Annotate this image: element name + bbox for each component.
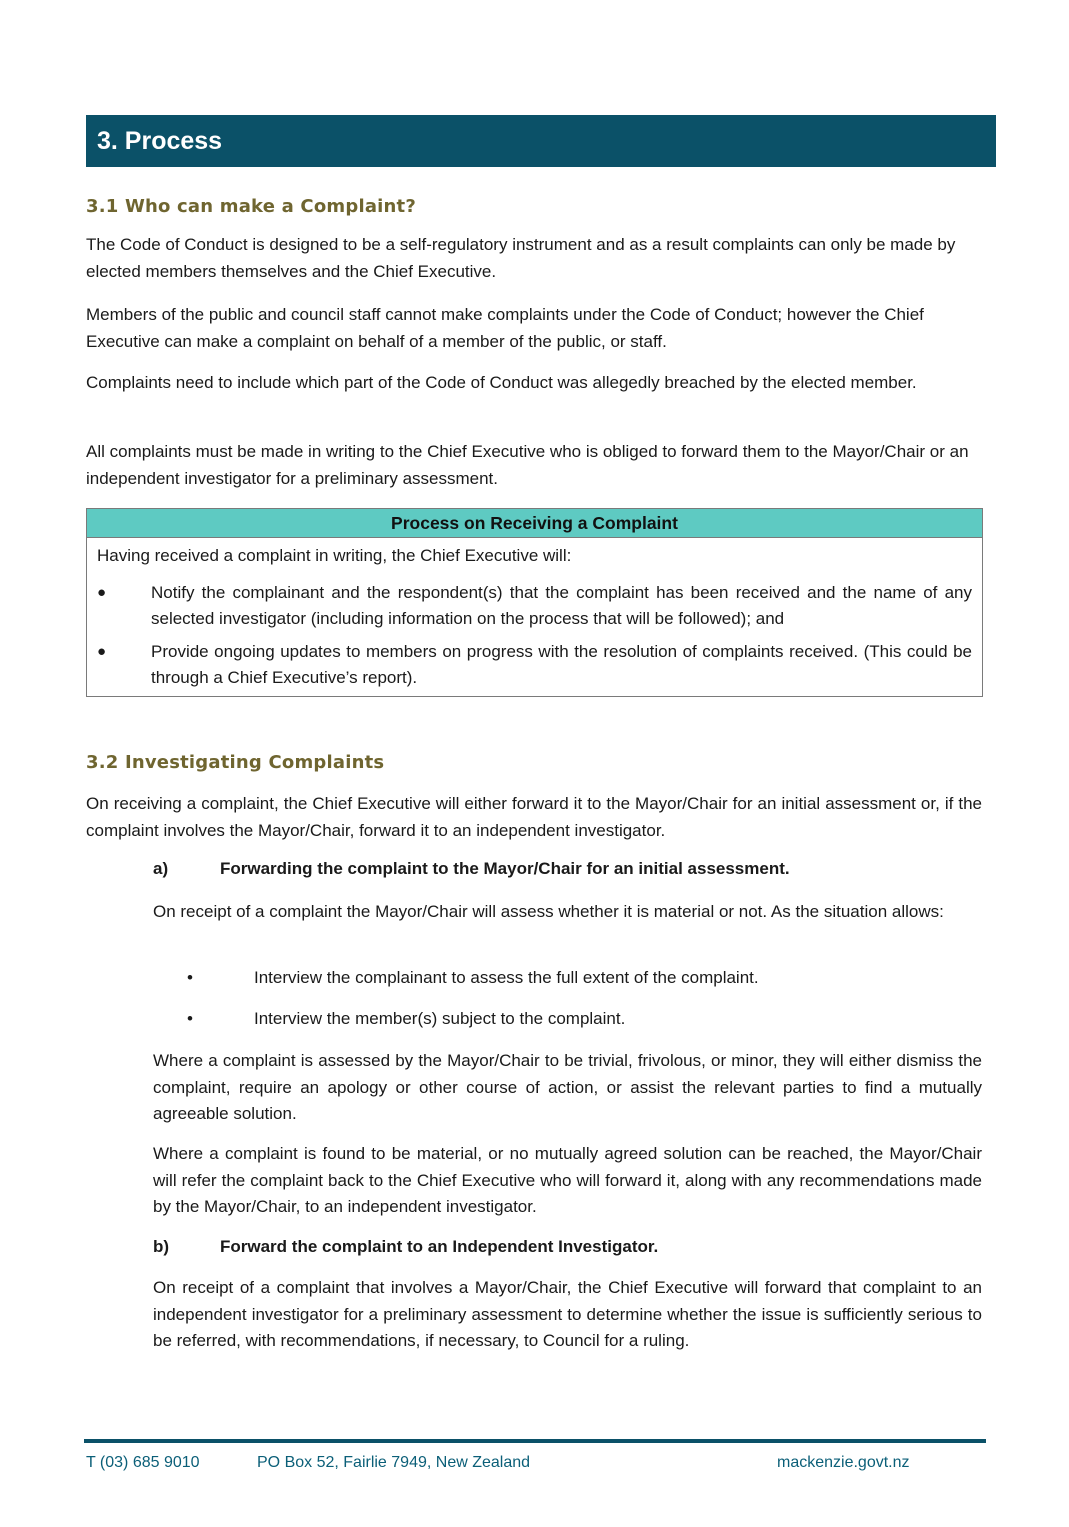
- footer-phone: T (03) 685 9010: [86, 1454, 200, 1471]
- paragraph: All complaints must be made in writing to the Chief Executive who is obliged to forward them to the Mayor/Chair or an independent investigator for a preliminary assessment.: [86, 442, 969, 488]
- section-title: 3. Process: [97, 126, 223, 155]
- list-item-text: Provide ongoing updates to members on progress with the resolution of complaints received. (This could be through a Chief Executive’s report).: [151, 642, 972, 687]
- process-box: [86, 508, 983, 697]
- item-title-b: Forward the complaint to an Independent Investigator.: [220, 1237, 659, 1256]
- footer-divider: [84, 1439, 986, 1443]
- subsection-heading-3-1: 3.1 Who can make a Complaint?: [86, 196, 416, 217]
- footer-website-link[interactable]: mackenzie.govt.nz: [777, 1454, 910, 1471]
- process-box-intro: Having received a complaint in writing, the Chief Executive will:: [97, 546, 572, 565]
- paragraph: Where a complaint is assessed by the Mayor/Chair to be trivial, frivolous, or minor, they will either dismiss the complaint, require an apology or other course of action, or assist the relevant parties to find a mutually agreeable solution.: [153, 1051, 982, 1123]
- paragraph: On receipt of a complaint the Mayor/Chair will assess whether it is material or not. As the situation allows:: [153, 902, 944, 921]
- paragraph: On receipt of a complaint that involves a Mayor/Chair, the Chief Executive will forward that complaint to an independent investigator for a preliminary assessment to determine whether the issue is sufficiently serious to be referred, with recommendations, if necessary, to Council for a ruling.: [153, 1278, 982, 1350]
- bullet-dot-icon: •: [187, 1009, 193, 1028]
- bullet-dot-icon: ●: [97, 643, 107, 660]
- paragraph: On receiving a complaint, the Chief Executive will either forward it to the Mayor/Chair for an initial assessment or, if the complaint involves the Mayor/Chair, forward it to an independent investigator.: [86, 794, 982, 840]
- list-item-text: Notify the complainant and the respondent(s) that the complaint has been received and the name of any selected investigator (including information on the process that will be followed); and: [151, 583, 972, 628]
- footer-address: PO Box 52, Fairlie 7949, New Zealand: [257, 1454, 531, 1471]
- list-item-text: Interview the complainant to assess the full extent of the complaint.: [254, 968, 759, 987]
- subsection-heading-3-2: 3.2 Investigating Complaints: [86, 752, 385, 773]
- section-title-bar: [86, 115, 996, 167]
- bullet-dot-icon: •: [187, 968, 193, 987]
- paragraph: The Code of Conduct is designed to be a self-regulatory instrument and as a result complaints can only be made by elected members themselves and the Chief Executive.: [86, 235, 956, 281]
- paragraph: Members of the public and council staff cannot make complaints under the Code of Conduct; however the Chief Executive can make a complaint on behalf of a member of the public, or staff.: [86, 305, 924, 351]
- paragraph: Complaints need to include which part of the Code of Conduct was allegedly breached by the elected member.: [86, 373, 917, 392]
- list-item-text: Interview the member(s) subject to the complaint.: [254, 1009, 626, 1028]
- item-label-a: a): [153, 859, 169, 878]
- bullet-dot-icon: ●: [97, 584, 107, 601]
- paragraph: Where a complaint is found to be material, or no mutually agreed solution can be reached, the Mayor/Chair will refer the complaint back to the Chief Executive who will forward it, along with any recommendations made by the Mayor/Chair, to an independent investigator.: [153, 1144, 982, 1216]
- item-title-a: Forwarding the complaint to the Mayor/Chair for an initial assessment.: [220, 859, 790, 878]
- item-label-b: b): [153, 1237, 170, 1256]
- process-box-heading: Process on Receiving a Complaint: [87, 509, 982, 538]
